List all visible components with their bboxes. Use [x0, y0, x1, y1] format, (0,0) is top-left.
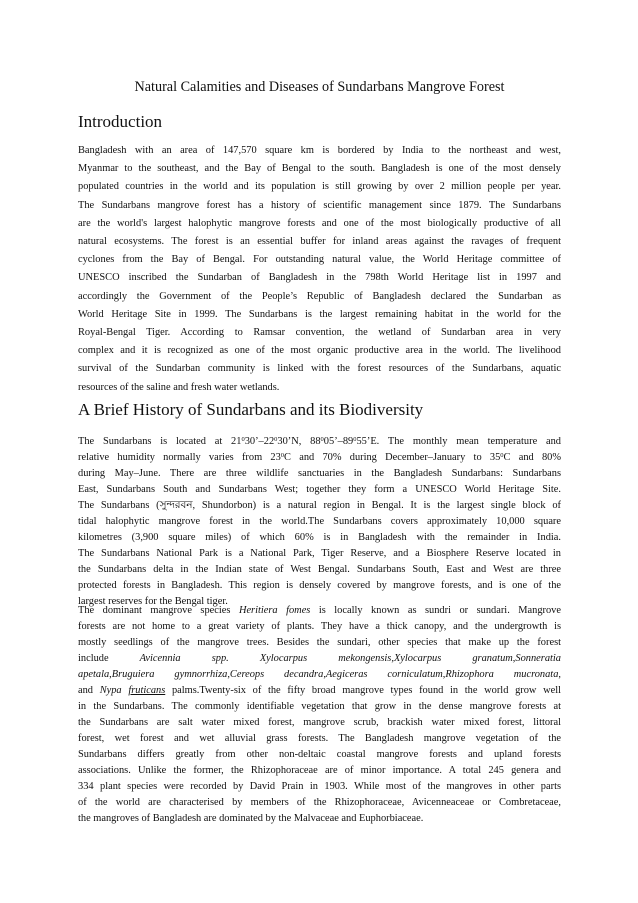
text-line: cyclones from the Bay of Bengal. For outstanding natural value, the World Heritage committee of [78, 254, 561, 266]
history-heading: A Brief History of Sundarbans and its Biodiversity [78, 400, 424, 419]
text-line: accordingly the Government of the People’s Republic of Bangladesh declared the Sundarban as [78, 290, 561, 302]
text-line: during May–June. There are three wildlife sanctuaries in the Bangladesh Sundarbans: Sundarbans [78, 468, 561, 479]
text-line: in the Sundarbans. The commonly identifiable vegetation that grow in the dense mangrove forests at [78, 701, 561, 712]
text-line: apetala,Bruguiera gymnorrhiza,Cereops decandra,Aegiceras corniculatum,Rhizophora mucronata, [78, 669, 562, 680]
text-line: tidal halophytic mangrove forest in the world.The Sundarbans covers approximately 10,000 square [78, 516, 561, 527]
text-line: largest reserves for the Bengal tiger. [78, 596, 228, 607]
introduction-paragraph [78, 142, 561, 397]
text-line: World Heritage Site in 1999. The Sundarbans is the largest remaining habitat in the world for the [78, 308, 561, 320]
text-line: are the world's largest halophytic mangrove forests and one of the most biologically productive of all [78, 217, 561, 229]
text-line: UNESCO inscribed the Sundarban of Bangladesh in the 798th World Heritage list in 1997 and [78, 272, 561, 284]
history-paragraph-location [78, 434, 561, 610]
text-line: protected forests in Bangladesh. This region is densely covered by mangrove forests, and is one of the [78, 580, 561, 591]
history-paragraph-vegetation [78, 603, 561, 827]
text-line: complex and it is recognized as one of the most organic productive area in the world. The livelihood [78, 345, 561, 357]
text-line: 334 plant species were recorded by David Prain in 1903. While most of the mangroves in other parts [78, 781, 561, 792]
text-line: associations. Unlike the former, the Rhizophoraceae are of minor importance. A total 245 genera and [78, 765, 561, 776]
text-line: resources of the saline and fresh water wetlands. [78, 381, 280, 393]
text-line: The Sundarbans is located at $21^030’-22^030’N$, $88^005’-89^055’E$. The monthly mean temperature and [78, 436, 561, 447]
text-line: Myanmar to the southeast, and the Bay of Bengal to the south. Bangladesh is one of the most densely [78, 163, 561, 175]
text-line: the Sundarbans are salt water mixed forest, mangrove scrub, brackish water mixed forest, littoral [78, 717, 561, 728]
species-name: Heritiera fomes [238, 605, 311, 616]
text-line: Sundarbans differs greatly from other non-deltaic coastal mangrove forests and upland forests [78, 749, 561, 760]
text-line: forests are not home to a great variety of plants. They have a thick canopy, and the undergrowth is [78, 621, 561, 632]
text-line: of the world are characterised by members of the Rhizophoraceae, Avicenneaceae or Combretaceae, [78, 797, 561, 808]
introduction-heading: Introduction [78, 112, 163, 131]
text-line: Bangladesh with an area of 147,570 square km is bordered by India to the northeast and west, [78, 145, 561, 156]
text-line: survival of the Sundarban community is linked with the forest resources of the Sundarbans, aquatic [78, 363, 561, 375]
text-line: relative humidity normally varies from $23^0C$ and 70% during December–January to $35^0C$ and 80% [78, 452, 561, 463]
text-line: mostly seedlings of the mangrove trees. Besides the sundari, other species that make up the forest [78, 637, 561, 648]
text-line: forest, wet forest and wet alluvial grass forests. The Bangladesh mangrove vegetation of the [78, 733, 561, 744]
text-line: include Avicennia spp. Xylocarpus mekongensis,Xylocarpus granatum,Sonneratia [78, 653, 561, 664]
text-line: the mangroves of Bangladesh are dominated by the Malvaceae and Euphorbiaceae. [78, 813, 424, 824]
text-line: the Sundarbans delta in the Indian state of West Bengal. Sundarbans South, East and West are three [78, 564, 561, 575]
text-line: East, Sundarbans South and Sundarbans West; together they form a UNESCO World Heritage Site. [78, 484, 561, 495]
text-line: natural ecosystems. The forest is an essential buffer for inland areas against the ravages of frequent [78, 236, 561, 248]
text-line: kilometres (3,900 square miles) of which 60% is in Bangladesh with the remainder in India. [78, 532, 561, 543]
text-line: The Sundarbans mangrove forest has a history of scientific management since 1879. The Sundarbans [78, 199, 561, 211]
text-line: The Sundarbans National Park is a National Park, Tiger Reserve, and a Biosphere Reserve located in [78, 548, 561, 559]
text-line: The Sundarbans (সুন্দরবন, Shundorbon) is a natural region in Bengal. It is the largest single block of [78, 500, 561, 511]
text-line: The dominant mangrove species Heritiera fomes is locally known as sundri or sundari. Mangrove [78, 605, 561, 616]
text-line: populated countries in the world and its population is still growing by over 2 million people per year. [78, 181, 561, 193]
text-line: Royal-Bengal Tiger. According to Ramsar convention, the wetland of Sundarban area in very [78, 327, 561, 339]
text-line: and Nypa fruticans palms.Twenty-six of the fifty broad mangrove types found in the world grow well [78, 685, 561, 696]
document-title: Natural Calamities and Diseases of Sundarbans Mangrove Forest [134, 79, 505, 95]
